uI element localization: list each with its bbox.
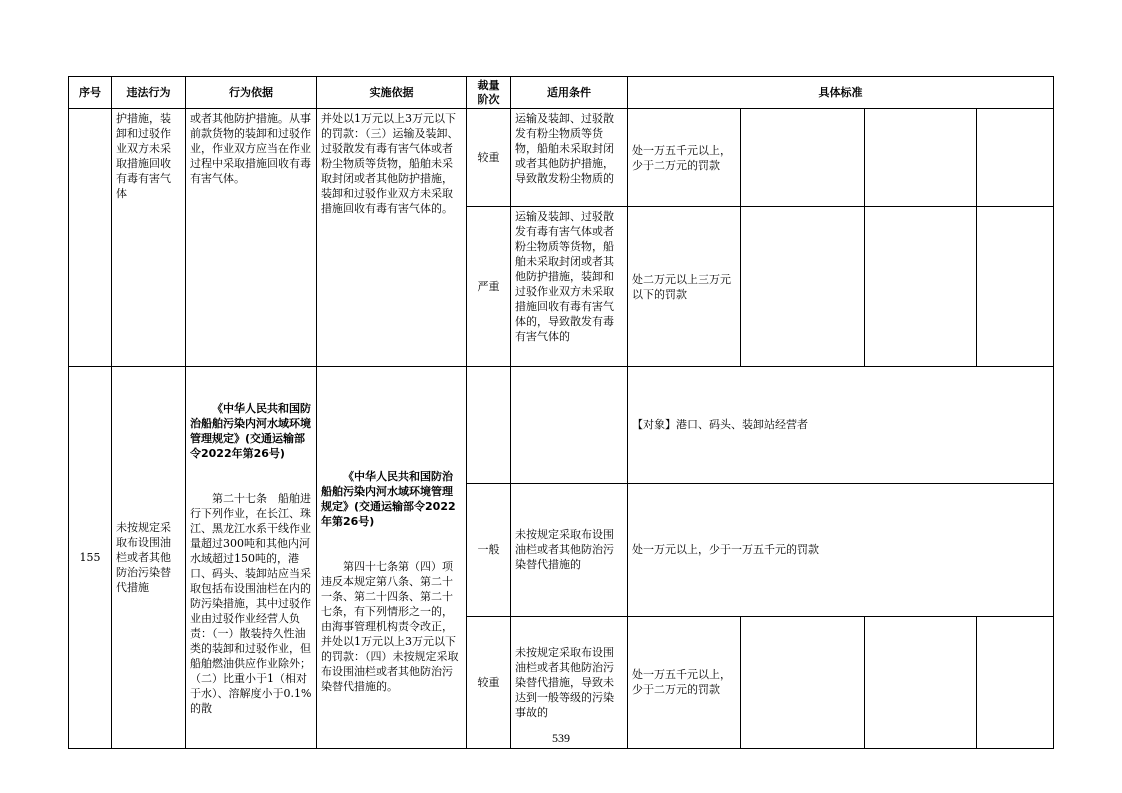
empty-cell [865, 207, 977, 367]
standard-cell: 处一万五千元以上，少于二万元的罚款 [628, 109, 741, 207]
penalty-standard-table [68, 76, 1054, 749]
header-violation: 违法行为 [112, 77, 186, 109]
empty-cell [977, 207, 1054, 367]
empty-cell [977, 616, 1054, 748]
implementation-title: 《中华人民共和国防治船舶污染内河水域环境管理规定》(交通运输部令2022年第26号) [321, 470, 456, 528]
header-condition: 适用条件 [511, 77, 628, 109]
level-cell: 较重 [467, 109, 511, 207]
condition-cell: 运输及装卸、过驳散发有粉尘物质等货物，船舶未采取封闭或者其他防护措施，导致散发粉尘物质的 [511, 109, 628, 207]
header-standard: 具体标准 [628, 77, 1054, 109]
header-seq: 序号 [69, 77, 112, 109]
implementation-cell [317, 367, 467, 749]
page-number: 539 [552, 731, 570, 745]
level-cell: 严重 [467, 207, 511, 367]
violation-cell: 护措施，装卸和过驳作业双方未采取措施回收有毒有害气体 [112, 109, 186, 367]
basis-text: 第二十七条 船舶进行下列作业，在长江、珠江、黑龙江水系干线作业量超过300吨和其他内河水域超过150吨的，港口、码头、装卸站应当采取包括布设围油栏在内的防污染措施，其中过驳作业由过驳作业经营人负责：（一）散装持久性油类的装卸和过驳作业，但船舶燃油供应作业除外；（二）比重小于1（相对于水）、溶解度小于0.1%的散 [190, 492, 312, 715]
table-row [69, 367, 1054, 484]
seq-cell [69, 109, 112, 367]
standard-cell: 处二万元以上三万元以下的罚款 [628, 207, 741, 367]
header-row [69, 77, 1054, 109]
level-cell: 一般 [467, 483, 511, 616]
empty-cell [741, 109, 865, 207]
seq-cell: 155 [69, 367, 112, 749]
empty-cell [741, 207, 865, 367]
condition-cell: 运输及装卸、过驳散发有毒有害气体或者粉尘物质等货物，船舶未采取封闭或者其他防护措施，装卸和过驳作业双方未采取措施回收有毒有害气体的，导致散发有毒有害气体的 [511, 207, 628, 367]
header-implementation: 实施依据 [317, 77, 467, 109]
empty-cell [865, 109, 977, 207]
violation-cell: 未按规定采取布设围油栏或者其他防治污染替代措施 [112, 367, 186, 749]
basis-cell: 或者其他防护措施。从事前款货物的装卸和过驳作业，作业双方应当在作业过程中采取措施回收有毒有害气体。 [186, 109, 317, 367]
condition-cell: 未按规定采取布设围油栏或者其他防治污染替代措施，导致未达到一般等级的污染事故的 [511, 616, 628, 748]
implementation-text: 第四十七条第（四）项违反本规定第八条、第二十一条、第二十四条、第二十七条，有下列情形之一的，由海事管理机构责令改正，并处以1万元以上3万元以下的罚款：（四）未按规定采取布设围油栏或者其他防治污染替代措施的。 [321, 560, 459, 693]
empty-cell [511, 367, 628, 484]
table-row [69, 109, 1054, 207]
header-level: 裁量 阶次 [467, 77, 511, 109]
level-cell: 较重 [467, 616, 511, 748]
empty-cell [977, 109, 1054, 207]
empty-cell [865, 616, 977, 748]
object-cell: 【对象】港口、码头、装卸站经营者 [628, 367, 1054, 484]
empty-cell [467, 367, 511, 484]
condition-cell: 未按规定采取布设围油栏或者其他防治污染替代措施的 [511, 483, 628, 616]
header-basis: 行为依据 [186, 77, 317, 109]
standard-cell: 处一万元以上，少于一万五千元的罚款 [628, 483, 1054, 616]
basis-title: 《中华人民共和国防治船舶污染内河水域环境管理规定》(交通运输部令2022年第26号) [190, 402, 311, 460]
standard-cell: 处一万五千元以上，少于二万元的罚款 [628, 616, 741, 748]
basis-cell [186, 367, 317, 749]
empty-cell [741, 616, 865, 748]
implementation-cell: 并处以1万元以上3万元以下的罚款：（三）运输及装卸、过驳散发有毒有害气体或者粉尘物质等货物，船舶未采取封闭或者其他防护措施，装卸和过驳作业双方未采取措施回收有毒有害气体的。 [317, 109, 467, 367]
